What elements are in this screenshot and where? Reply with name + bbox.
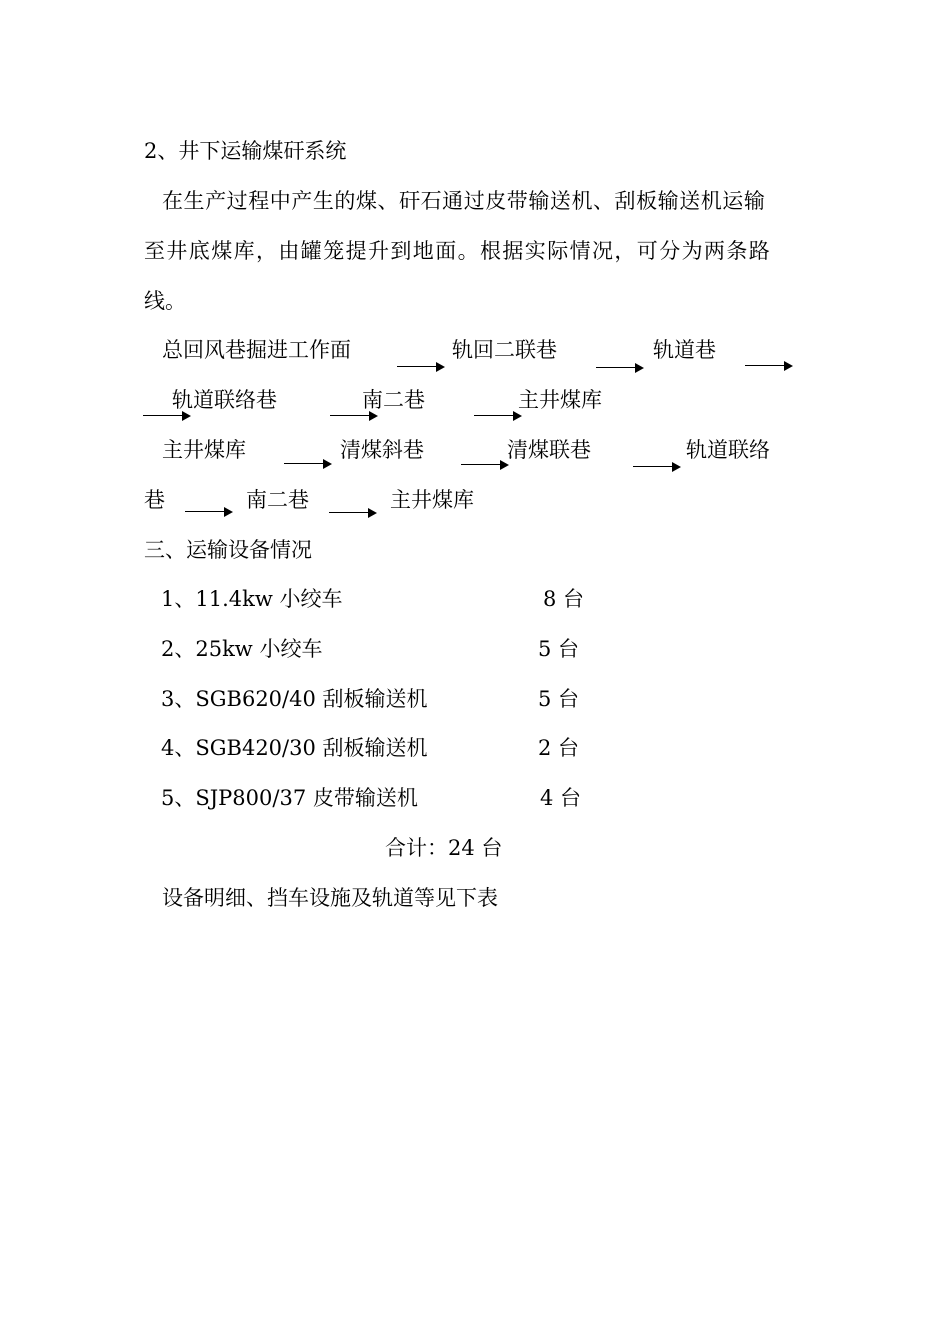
right-arrow-icon	[185, 506, 233, 518]
right-arrow-icon	[745, 360, 793, 372]
route-node: 南二巷	[246, 488, 309, 512]
section-heading: 2、井下运输煤矸系统	[144, 139, 347, 163]
right-arrow-icon	[284, 458, 332, 470]
equipment-name: 5、SJP800/37 皮带输送机	[161, 786, 418, 810]
route-node: 主井煤库	[518, 388, 602, 412]
right-arrow-icon	[329, 507, 377, 519]
route-node: 轨道联络巷	[172, 388, 277, 412]
paragraph-line: 线。	[144, 289, 186, 313]
right-arrow-icon	[461, 459, 509, 471]
route-node: 轨回二联巷	[452, 338, 557, 362]
paragraph-line: 至井底煤库，由罐笼提升到地面。根据实际情况，可分为两条路	[144, 239, 772, 263]
route-node: 总回风巷掘进工作面	[162, 338, 351, 362]
equipment-name: 1、11.4kw 小绞车	[161, 587, 343, 611]
route-node: 轨道巷	[653, 338, 716, 362]
route-node: 南二巷	[362, 388, 425, 412]
paragraph-line: 在生产过程中产生的煤、矸石通过皮带输送机、刮板输送机运输	[162, 189, 766, 213]
equipment-qty: 8 台	[543, 587, 585, 611]
route-node: 清煤斜巷	[340, 438, 424, 462]
right-arrow-icon	[474, 410, 522, 422]
equipment-total: 合计：24 台	[385, 836, 503, 860]
equipment-qty: 5 台	[538, 637, 580, 661]
equipment-name: 4、SGB420/30 刮板输送机	[161, 736, 428, 760]
right-arrow-icon	[633, 461, 681, 473]
equipment-qty: 5 台	[538, 687, 580, 711]
note-text: 设备明细、挡车设施及轨道等见下表	[162, 886, 498, 910]
equipment-name: 3、SGB620/40 刮板输送机	[161, 687, 428, 711]
right-arrow-icon	[397, 361, 445, 373]
route-node: 巷	[144, 488, 165, 512]
equipment-name: 2、25kw 小绞车	[161, 637, 323, 661]
route-node: 轨道联络	[686, 438, 770, 462]
right-arrow-icon	[596, 362, 644, 374]
equipment-qty: 2 台	[538, 736, 580, 760]
route-node: 清煤联巷	[507, 438, 591, 462]
section-heading: 三、运输设备情况	[144, 538, 312, 562]
equipment-qty: 4 台	[540, 786, 582, 810]
route-node: 主井煤库	[390, 488, 474, 512]
route-node: 主井煤库	[162, 438, 246, 462]
